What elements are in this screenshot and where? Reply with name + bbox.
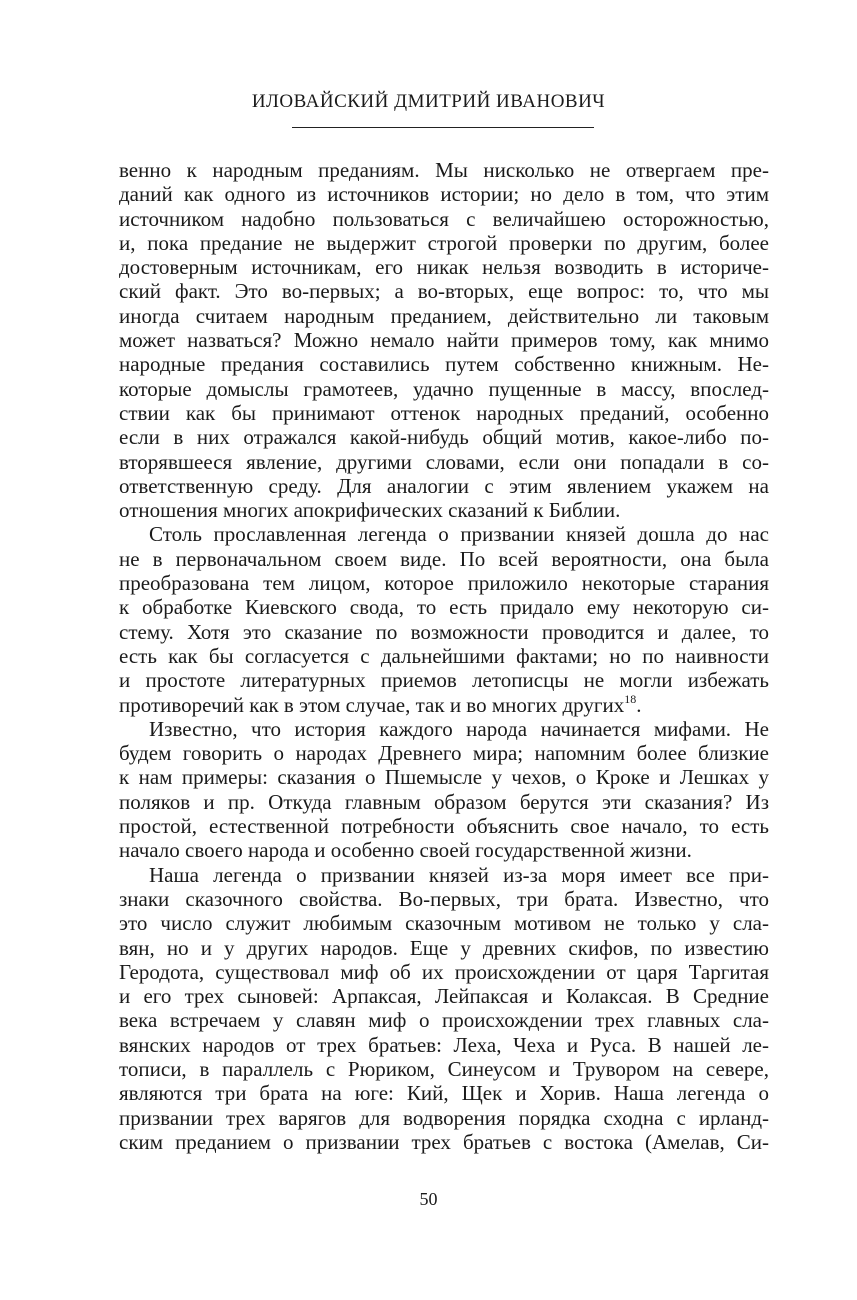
text-line: если в них отражался какой-нибудь общий мотив, какое-либо по- (119, 425, 769, 450)
text-line (119, 693, 769, 717)
text-line: которые домыслы грамотеев, удачно пущенные в массу, впослед- (119, 376, 769, 401)
footnote-marker[interactable]: 18 (624, 691, 637, 706)
text-line: простой, естественной потребности объяснить свое начало, то есть (119, 814, 769, 839)
text-line: Наша легенда о призвании князей из-за моря имеет все при- (149, 862, 769, 887)
text-line: ским преданием о призвании трех братьев с востока (Амелав, Си- (119, 1129, 769, 1154)
text-line: начало своего народа и особенно своей государственной жизни. (119, 838, 692, 863)
text-line: призвании трех варягов для водворения порядка сходна с ирланд- (119, 1105, 769, 1130)
text-line: вянских народов от трех братьев: Леха, Чеха и Руса. В нашей ле- (119, 1032, 769, 1057)
paragraph-4 (119, 863, 769, 1155)
text-line: преобразована тем лицом, которое приложило некоторые старания (119, 571, 769, 596)
paragraph-1 (119, 158, 769, 522)
text-line: может назваться? Можно немало найти примеров тому, как мнимо (119, 328, 769, 353)
text-line: к обработке Киевского свода, то есть придало ему некоторую си- (119, 595, 769, 620)
text-line: Известно, что история каждого народа начинается мифами. Не (149, 716, 769, 741)
text-line: будем говорить о народах Древнего мира; напомним более близкие (119, 741, 769, 766)
text-line: Геродота, существовал миф об их происхождении от царя Таргитая (119, 959, 769, 984)
text-line: ответственную среду. Для аналогии с этим явлением укажем на (119, 473, 769, 498)
text-line: это число служит любимым сказочным мотивом не только у сла- (119, 911, 769, 936)
text-line: ствии как бы принимают оттенок народных преданий, особенно (119, 400, 769, 425)
page-number: 50 (419, 1189, 438, 1209)
text-line: народные предания составились путем собственно книжным. Не- (119, 352, 769, 377)
text-line: вян, но и у других народов. Еще у древних скифов, по известию (119, 935, 769, 960)
text-line: поляков и пр. Откуда главным образом берутся эти сказания? Из (119, 789, 769, 814)
text-line: Столь прославленная легенда о призвании князей дошла до нас (149, 522, 769, 547)
text-line: вторявшееся явление, другими словами, если они попадали в со- (119, 449, 769, 474)
running-head: ИЛОВАЙСКИЙ ДМИТРИЙ ИВАНОВИЧ (251, 91, 606, 112)
text-line: знаки сказочного свойства. Во-первых, три брата. Известно, что (119, 886, 769, 911)
text-line: иногда считаем народным преданием, действительно ли таковым (119, 303, 769, 328)
text-line: века встречаем у славян миф о происхождении трех главных сла- (119, 1008, 769, 1033)
text-line: и, пока предание не выдержит строгой проверки по другим, более (119, 230, 769, 255)
paragraph-3 (119, 717, 769, 863)
text-line: являются три брата на юге: Кий, Щек и Хорив. Наша легенда о (119, 1081, 769, 1106)
text-line: даний как одного из источников истории; но дело в том, что этим (119, 182, 769, 207)
text-line-content: противоречий как в этом случае, так и во многих других (119, 692, 625, 717)
body-text (119, 158, 769, 1154)
sentence-end: . (636, 692, 642, 717)
text-line: и его трех сыновей: Арпаксая, Лейпаксая и Колаксая. В Средние (119, 984, 769, 1009)
text-line: венно к народным преданиям. Мы нисколько не отвергаем пре- (119, 158, 769, 182)
text-line: есть как бы согласуется с дальнейшими фактами; но по наивности (119, 643, 769, 668)
header-rule (292, 127, 594, 128)
text-line: достоверным источникам, его никак нельзя возводить в историче- (119, 255, 769, 280)
text-line: тописи, в параллель с Рюриком, Синеусом и Трувором на севере, (119, 1056, 769, 1081)
paragraph-2 (119, 522, 769, 716)
text-line: к нам примеры: сказания о Пшемысле у чехов, о Кроке и Лешках у (119, 765, 769, 790)
text-line: ский факт. Это во-первых; а во-вторых, еще вопрос: то, что мы (119, 279, 769, 304)
text-line: отношения многих апокрифических сказаний к Библии. (119, 498, 621, 523)
text-line: стему. Хотя это сказание по возможности проводится и далее, то (119, 619, 769, 644)
text-line: и простоте литературных приемов летописцы не могли избежать (119, 668, 769, 693)
text-line: источником надобно пользоваться с величайшею осторожностью, (119, 206, 769, 231)
text-line: не в первоначальном своем виде. По всей вероятности, она была (119, 546, 769, 571)
